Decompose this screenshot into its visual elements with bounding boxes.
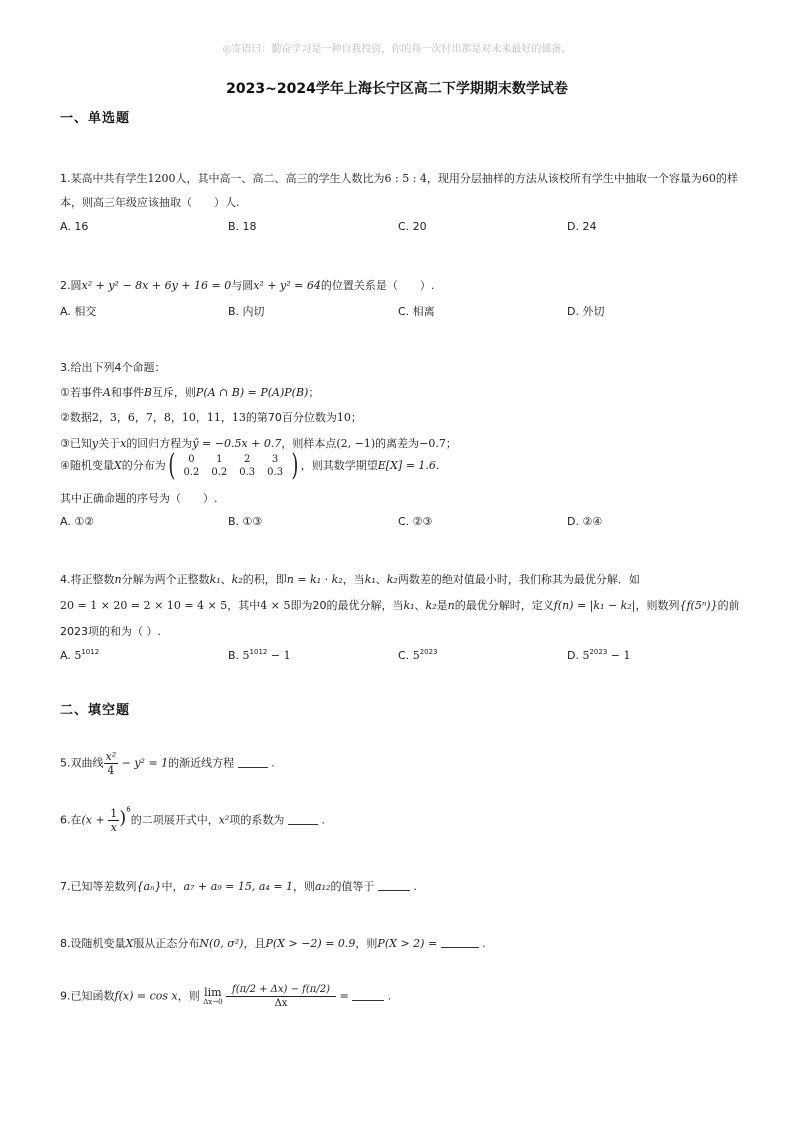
text: . (321, 813, 325, 827)
q4-option-a[interactable]: A. $5^{1012}$ (60, 648, 100, 662)
math: ŷ = −0.5x + 0.7 (192, 437, 282, 450)
matrix-cell: 3 (271, 454, 279, 465)
text: 的渐近线方程 (168, 756, 235, 770)
text: 1.某高中共有学生 (60, 172, 148, 185)
answer-blank[interactable] (441, 937, 479, 948)
section-heading-single-choice: 一、单选题 (60, 111, 131, 126)
exponent: 6 (126, 805, 131, 814)
math: a₁₂ (315, 880, 331, 893)
left-paren: ( (168, 448, 176, 483)
text: 4.将正整数 (60, 573, 115, 586)
denominator: x (110, 821, 117, 834)
question-8 (60, 935, 486, 951)
question-1-line-1 (60, 170, 738, 186)
math: P(X > −2) = 0.9 (265, 937, 356, 950)
text: 人，其中高一、高二、高三的学生人数比为 (175, 172, 385, 185)
math: x² + y² = 64 (253, 279, 321, 292)
fraction (104, 750, 119, 777)
text: 的最优分解时，定义 (454, 599, 554, 612)
text: ①若事件 (60, 386, 103, 399)
matrix-cell: 0.3 (239, 467, 256, 478)
math: n (447, 599, 455, 612)
option-letter: D. (567, 649, 579, 662)
text: 互斥，则 (151, 386, 196, 399)
math: x² (218, 813, 230, 827)
math: X (113, 459, 122, 472)
text: 的前 (717, 599, 740, 612)
denominator: Δx (274, 998, 288, 1009)
q3-proposition-4 (60, 448, 440, 483)
text: ，则数列 (635, 599, 680, 612)
math: k₂ (231, 573, 243, 586)
text: 的离差为 (375, 437, 420, 450)
math: 10 (336, 411, 351, 424)
question-4-line-3: 2023项的和为（ ）. (60, 625, 161, 638)
math: 60 (701, 172, 716, 185)
matrix-cell: 0.2 (211, 467, 228, 478)
text: 7.已知等差数列 (60, 880, 137, 893)
text: 的值等于 (330, 880, 375, 893)
math: f(x) = cos x (114, 989, 178, 1003)
question-6 (60, 807, 325, 834)
text: ，则 (355, 937, 378, 950)
lim-subscript: Δx→0 (203, 998, 223, 1006)
math: k₁ (209, 573, 221, 586)
text: ； (350, 411, 362, 424)
text: 、 (375, 573, 387, 586)
q1-option-d[interactable]: D. 24 (567, 220, 597, 233)
text: 服从正态分布 (133, 937, 200, 950)
math: y (91, 437, 99, 450)
text: 项的系数为 (229, 813, 285, 827)
math: 6 : 5 : 4 (384, 172, 427, 185)
distribution-matrix (166, 448, 301, 483)
text: 和事件 (110, 386, 144, 399)
text: 的二项展开式中， (130, 813, 219, 827)
limit-operator (203, 987, 222, 1006)
answer-blank[interactable] (238, 757, 268, 768)
math: P(A ∩ B) = P(A)P(B) (195, 386, 309, 399)
q1-option-c[interactable]: C. 20 (398, 220, 427, 233)
matrix-cell: 0.2 (183, 467, 200, 478)
exponent: 1012 (81, 648, 100, 656)
matrix-cell: 1 (216, 454, 223, 465)
math: k₁ (403, 599, 415, 612)
exponent: 2023 (589, 648, 608, 656)
exponent: 2023 (419, 648, 438, 656)
text: 的样 (715, 172, 738, 185)
text: ，当 (342, 573, 365, 586)
text: . (413, 880, 417, 893)
q4-option-b[interactable]: B. $5^{1012} - 1$ (228, 648, 291, 662)
q3-option-c[interactable]: C. ②③ (398, 515, 433, 528)
q2-option-b[interactable]: B. 内切 (228, 305, 265, 318)
text: ，且 (243, 937, 266, 950)
text: . (482, 937, 486, 950)
text: . (387, 989, 392, 1003)
q3-option-b[interactable]: B. ①③ (228, 515, 263, 528)
text: 、 (220, 573, 232, 586)
option-letter: B. (228, 649, 240, 662)
q2-option-d[interactable]: D. 外切 (567, 305, 605, 318)
q3-proposition-1 (60, 384, 319, 400)
q3-option-a[interactable]: A. ①② (60, 515, 95, 528)
math: n = k₁ · k₂ (286, 573, 343, 586)
math: N(0, σ²) (199, 937, 244, 950)
numerator: 1 (110, 807, 118, 820)
matrix-cell: 0 (188, 454, 195, 465)
text: ②数据 (60, 411, 92, 424)
text: ④随机变量 (60, 459, 114, 472)
text: ，则其数学期望 (300, 459, 378, 472)
q3-proposition-3 (60, 435, 457, 451)
denominator: 4 (107, 764, 115, 777)
answer-blank[interactable] (378, 880, 410, 891)
right-paren: ) (291, 448, 299, 483)
question-5 (60, 750, 275, 777)
q2-option-c[interactable]: C. 相离 (398, 305, 435, 318)
math: k₂ (386, 573, 398, 586)
lim-text: lim (204, 986, 222, 999)
math: x² + y² − 8x + 6y + 16 = 0 (81, 279, 232, 292)
q2-option-a[interactable]: A. 相交 (60, 305, 97, 318)
matrix-cell: 0.3 (267, 467, 284, 478)
text: ，则样本点 (281, 437, 337, 450)
question-7 (60, 878, 417, 894)
text: 6.在 (60, 813, 82, 827)
text: 8.设随机变量 (60, 937, 126, 950)
text: 的位置关系是（ ）. (320, 279, 435, 292)
watermark: ◎寄语曰：勤奋学习是一种自我投资，你的每一次付出都是对未来最好的储备。 (222, 44, 572, 55)
option-letter: C. (398, 649, 410, 662)
answer-blank[interactable] (288, 814, 318, 825)
page-title: 2023~2024学年上海长宁区高二下学期期末数学试卷 (226, 81, 568, 97)
text: ，则 (177, 989, 200, 1003)
exponent: 1012 (249, 648, 268, 656)
text: 中， (161, 880, 184, 893)
q4-option-d[interactable]: D. $5^{2023} - 1$ (567, 648, 631, 662)
math: k₁ (364, 573, 376, 586)
math: (2, −1) (336, 437, 376, 450)
math: k₂ (425, 599, 437, 612)
math: E[X] = 1.6 (377, 459, 436, 472)
question-9 (60, 983, 391, 1010)
option-letter: A. (60, 649, 71, 662)
math: 4 × 5 (260, 599, 291, 612)
text: 的回归方程为 (126, 437, 193, 450)
text: ； (308, 386, 320, 399)
math: x (120, 437, 127, 450)
math: {f(5ⁿ)} (679, 599, 718, 612)
math: X (125, 937, 134, 950)
math: −0.7 (419, 437, 446, 450)
text: 即为20的最优分解，当 (290, 599, 404, 612)
answer-blank[interactable] (352, 990, 384, 1001)
text: ③已知 (60, 437, 92, 450)
math: 1200 (147, 172, 176, 185)
text: 的第70百分位数为 (245, 411, 337, 424)
question-4-line-2 (60, 597, 740, 613)
q4-option-c[interactable]: C. $5^{2023}$ (398, 648, 438, 662)
numerator: f(π/2 + Δx) − f(π/2) (226, 983, 336, 997)
section-heading-fill-in: 二、填空题 (60, 703, 131, 718)
math: − y² = 1 (121, 756, 169, 770)
math: {aₙ} (136, 880, 162, 893)
q3-question: 其中正确命题的序号为（ ）. (60, 492, 218, 505)
math: 20 = 1 × 20 = 2 × 10 = 4 × 5 (60, 599, 228, 612)
text: 与圆 (231, 279, 254, 292)
math: (x + (81, 813, 109, 827)
math: = (339, 989, 349, 1003)
text: 是 (436, 599, 448, 612)
math: n (114, 573, 122, 586)
math: f(n) = |k₁ − k₂| (553, 599, 636, 612)
text: . (271, 756, 275, 770)
question-1-line-2: 本，则高三年级应该抽取（ ）人. (60, 196, 240, 209)
math: B (143, 386, 152, 399)
text: 分解为两个正整数 (121, 573, 210, 586)
q1-option-b[interactable]: B. 18 (228, 220, 257, 233)
math: a₇ + a₉ = 15, a₄ = 1 (183, 880, 294, 893)
math: A (102, 386, 111, 399)
difference-quotient (226, 983, 336, 1010)
text: 关于 (98, 437, 121, 450)
text: 9.已知函数 (60, 989, 115, 1003)
text: 的分布为 (121, 459, 166, 472)
text: 5.双曲线 (60, 756, 104, 770)
text: ，现用分层抽样的方法从该校所有学生中抽取一个容量为 (426, 172, 702, 185)
math: ) (119, 807, 127, 829)
question-2-stem (60, 277, 434, 293)
text: . (435, 459, 440, 472)
math: P(X > 2) = (377, 937, 438, 950)
text: 的积，即 (242, 573, 287, 586)
numerator: x² (105, 750, 117, 763)
q1-option-a[interactable]: A. 16 (60, 220, 89, 233)
fraction (108, 807, 119, 834)
text: 两数差的绝对值最小时，我们称其为最优分解．如 (397, 573, 640, 586)
q3-proposition-2 (60, 409, 362, 425)
question-4-line-1 (60, 571, 640, 587)
matrix-cell: 2 (244, 454, 251, 465)
question-3-intro: 3.给出下列4个命题： (60, 361, 166, 374)
math: 2，3，6，7，8，10，11，13 (91, 411, 246, 424)
q3-option-d[interactable]: D. ②④ (567, 515, 603, 528)
text: 2.圆 (60, 279, 82, 292)
text: ，其中 (227, 599, 261, 612)
text: ； (445, 437, 457, 450)
text: 、 (414, 599, 426, 612)
text: ，则 (293, 880, 316, 893)
